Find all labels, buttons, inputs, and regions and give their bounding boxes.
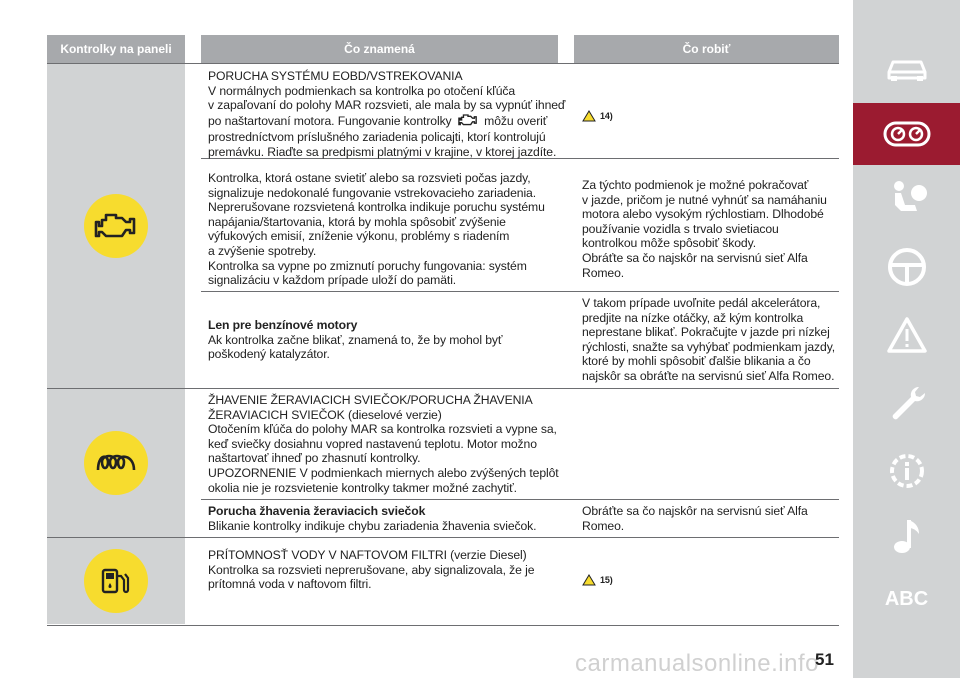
- sidebar-item-technical[interactable]: [853, 440, 960, 502]
- header-meaning: Čo znamená: [201, 35, 558, 63]
- warning-ref-15[interactable]: 15): [582, 573, 613, 588]
- gear-info-icon: [886, 450, 928, 492]
- sidebar-item-multimedia[interactable]: [853, 505, 960, 567]
- glow-plug-fault-title: Porucha žhavenia žeraviacich sviečok: [208, 504, 426, 518]
- sidebar-item-service[interactable]: [853, 372, 960, 434]
- injection-fault-description: Kontrolka, ktorá ostane svietiť alebo sa rozsvieti počas jazdy, signalizuje nedokonalé fungovanie vstrekovacieho zariadenia. Neprerušovane rozsvietená kontrolka indikuje poruchu systému napájania/štartovania, ktorá by mohla spôsobiť zvýšenie výfukových emisií, zníženie výkonu, problémy s riadením a zvýšenie spotreby. Kontrolka sa vypne po zmiznutí poruchy fungovania: systém signalizáciu v každom prípade uloží do pamäti.: [208, 171, 545, 288]
- sidebar-item-steering[interactable]: [853, 236, 960, 298]
- music-icon: [892, 516, 922, 556]
- warning-icon: [886, 316, 928, 354]
- sidebar-item-index[interactable]: [853, 568, 960, 630]
- catalyst-action: V takom prípade uvoľnite pedál akcelerátora, predjite na nízke otáčky, až kým kontrolka neprestane blikať. Pokračujte v jazde pri nízkej rýchlosti, snažte sa vyhýbať podmienkam jazdy, ktoré by mohli spôsobiť ďalšie blikania a čo najskôr sa obráťte na servisnú sieť Alfa Romeo.: [582, 296, 836, 383]
- chapter-sidebar: [853, 0, 960, 678]
- warning-ref-14[interactable]: 14): [582, 109, 613, 124]
- water-in-fuel-action: [582, 573, 840, 590]
- steering-wheel-icon: [887, 247, 927, 287]
- water-in-fuel-cell: [47, 538, 185, 624]
- glow-plug-cell: [47, 389, 185, 537]
- glow-plug-fault-action: Obráťte sa čo najskôr na servisnú sieť Alfa Romeo.: [582, 504, 808, 533]
- glow-plug-icon: [84, 431, 148, 495]
- eobd-action: [582, 109, 840, 126]
- engine-check-inline-icon: [458, 113, 478, 131]
- warning-triangle-icon: [582, 110, 596, 122]
- water-in-fuel-icon: [84, 549, 148, 613]
- car-icon: [885, 54, 929, 82]
- sidebar-item-dashboard[interactable]: [853, 103, 960, 165]
- sidebar-item-warning[interactable]: [853, 304, 960, 366]
- page-number: 51: [815, 650, 834, 669]
- glow-plug-description: ŽHAVENIE ŽERAVIACICH SVIEČOK/PORUCHA ŽHAVENIA ŽERAVIACICH SVIEČOK (dieselové verzie) Otočením kľúča do polohy MAR sa kontrolka rozsvieti a vypne sa, keď sviečky dosiahnu vopred nastavenú teplotu. Motor možno naštartovať ihneď po zhasnutí kontrolky. UPOZORNENIE V podmienkach miernych alebo zvýšených teplôt okolia nie je rozsvietenie kontrolky takmer možné zachytiť.: [208, 393, 559, 495]
- watermark: carmanualsonline.info: [575, 650, 819, 677]
- airbag-icon: [885, 179, 929, 219]
- sidebar-item-airbag[interactable]: [853, 168, 960, 230]
- index-abc-label: ABC: [884, 587, 929, 610]
- glow-plug-fault-description: Porucha žhavenia žeraviacich sviečok Blikanie kontrolky indikuje chybu zariadenia žhavenia sviečok.: [208, 504, 537, 533]
- engine-check-icon: [84, 194, 148, 258]
- header-warning-lights: Kontrolky na paneli: [47, 35, 185, 63]
- header-what-to-do: Čo robiť: [574, 35, 839, 63]
- catalyst-description: Len pre benzínové motory Ak kontrolka začne blikať, znamená to, že by mohol byť poškodený katalyzátor.: [208, 318, 503, 362]
- engine-light-cell: [47, 64, 185, 388]
- warning-triangle-icon: [582, 574, 596, 586]
- wrench-icon: [887, 383, 927, 423]
- dashboard-icon: [883, 121, 931, 147]
- eobd-description: PORUCHA SYSTÉMU EOBD/VSTREKOVANIA V normálnych podmienkach sa kontrolka po otočení kľúča v zapaľovaní do polohy MAR rozsvieti, ale mala by sa vypnúť ihneď po naštartovaní motora. Fungovanie kontrolky môžu overiť prostredníctvom príslušného zariadenia policajti, ktorí kontrolujú premávku. Riaďte sa predpismi platnými v krajine, v ktorej jazdíte.: [208, 69, 566, 159]
- catalyst-title: Len pre benzínové motory: [208, 318, 358, 332]
- water-in-fuel-description: PRÍTOMNOSŤ VODY V NAFTOVOM FILTRI (verzie Diesel) Kontrolka sa rozsvieti neprerušovane, aby signalizovala, že je prítomná voda v naftovom filtri.: [208, 548, 535, 592]
- warning-lights-table: [47, 63, 839, 626]
- sidebar-item-car[interactable]: [853, 37, 960, 99]
- injection-fault-action: Za týchto podmienok je možné pokračovať v jazde, pričom je nutné vyhnúť sa namáhaniu motora alebo vysokým rýchlostiam. Dlhodobé používanie vozidla s trvalo svietiacou kontrolkou môže spôsobiť škody. Obráťte sa čo najskôr na servisnú sieť Alfa Romeo.: [582, 178, 827, 280]
